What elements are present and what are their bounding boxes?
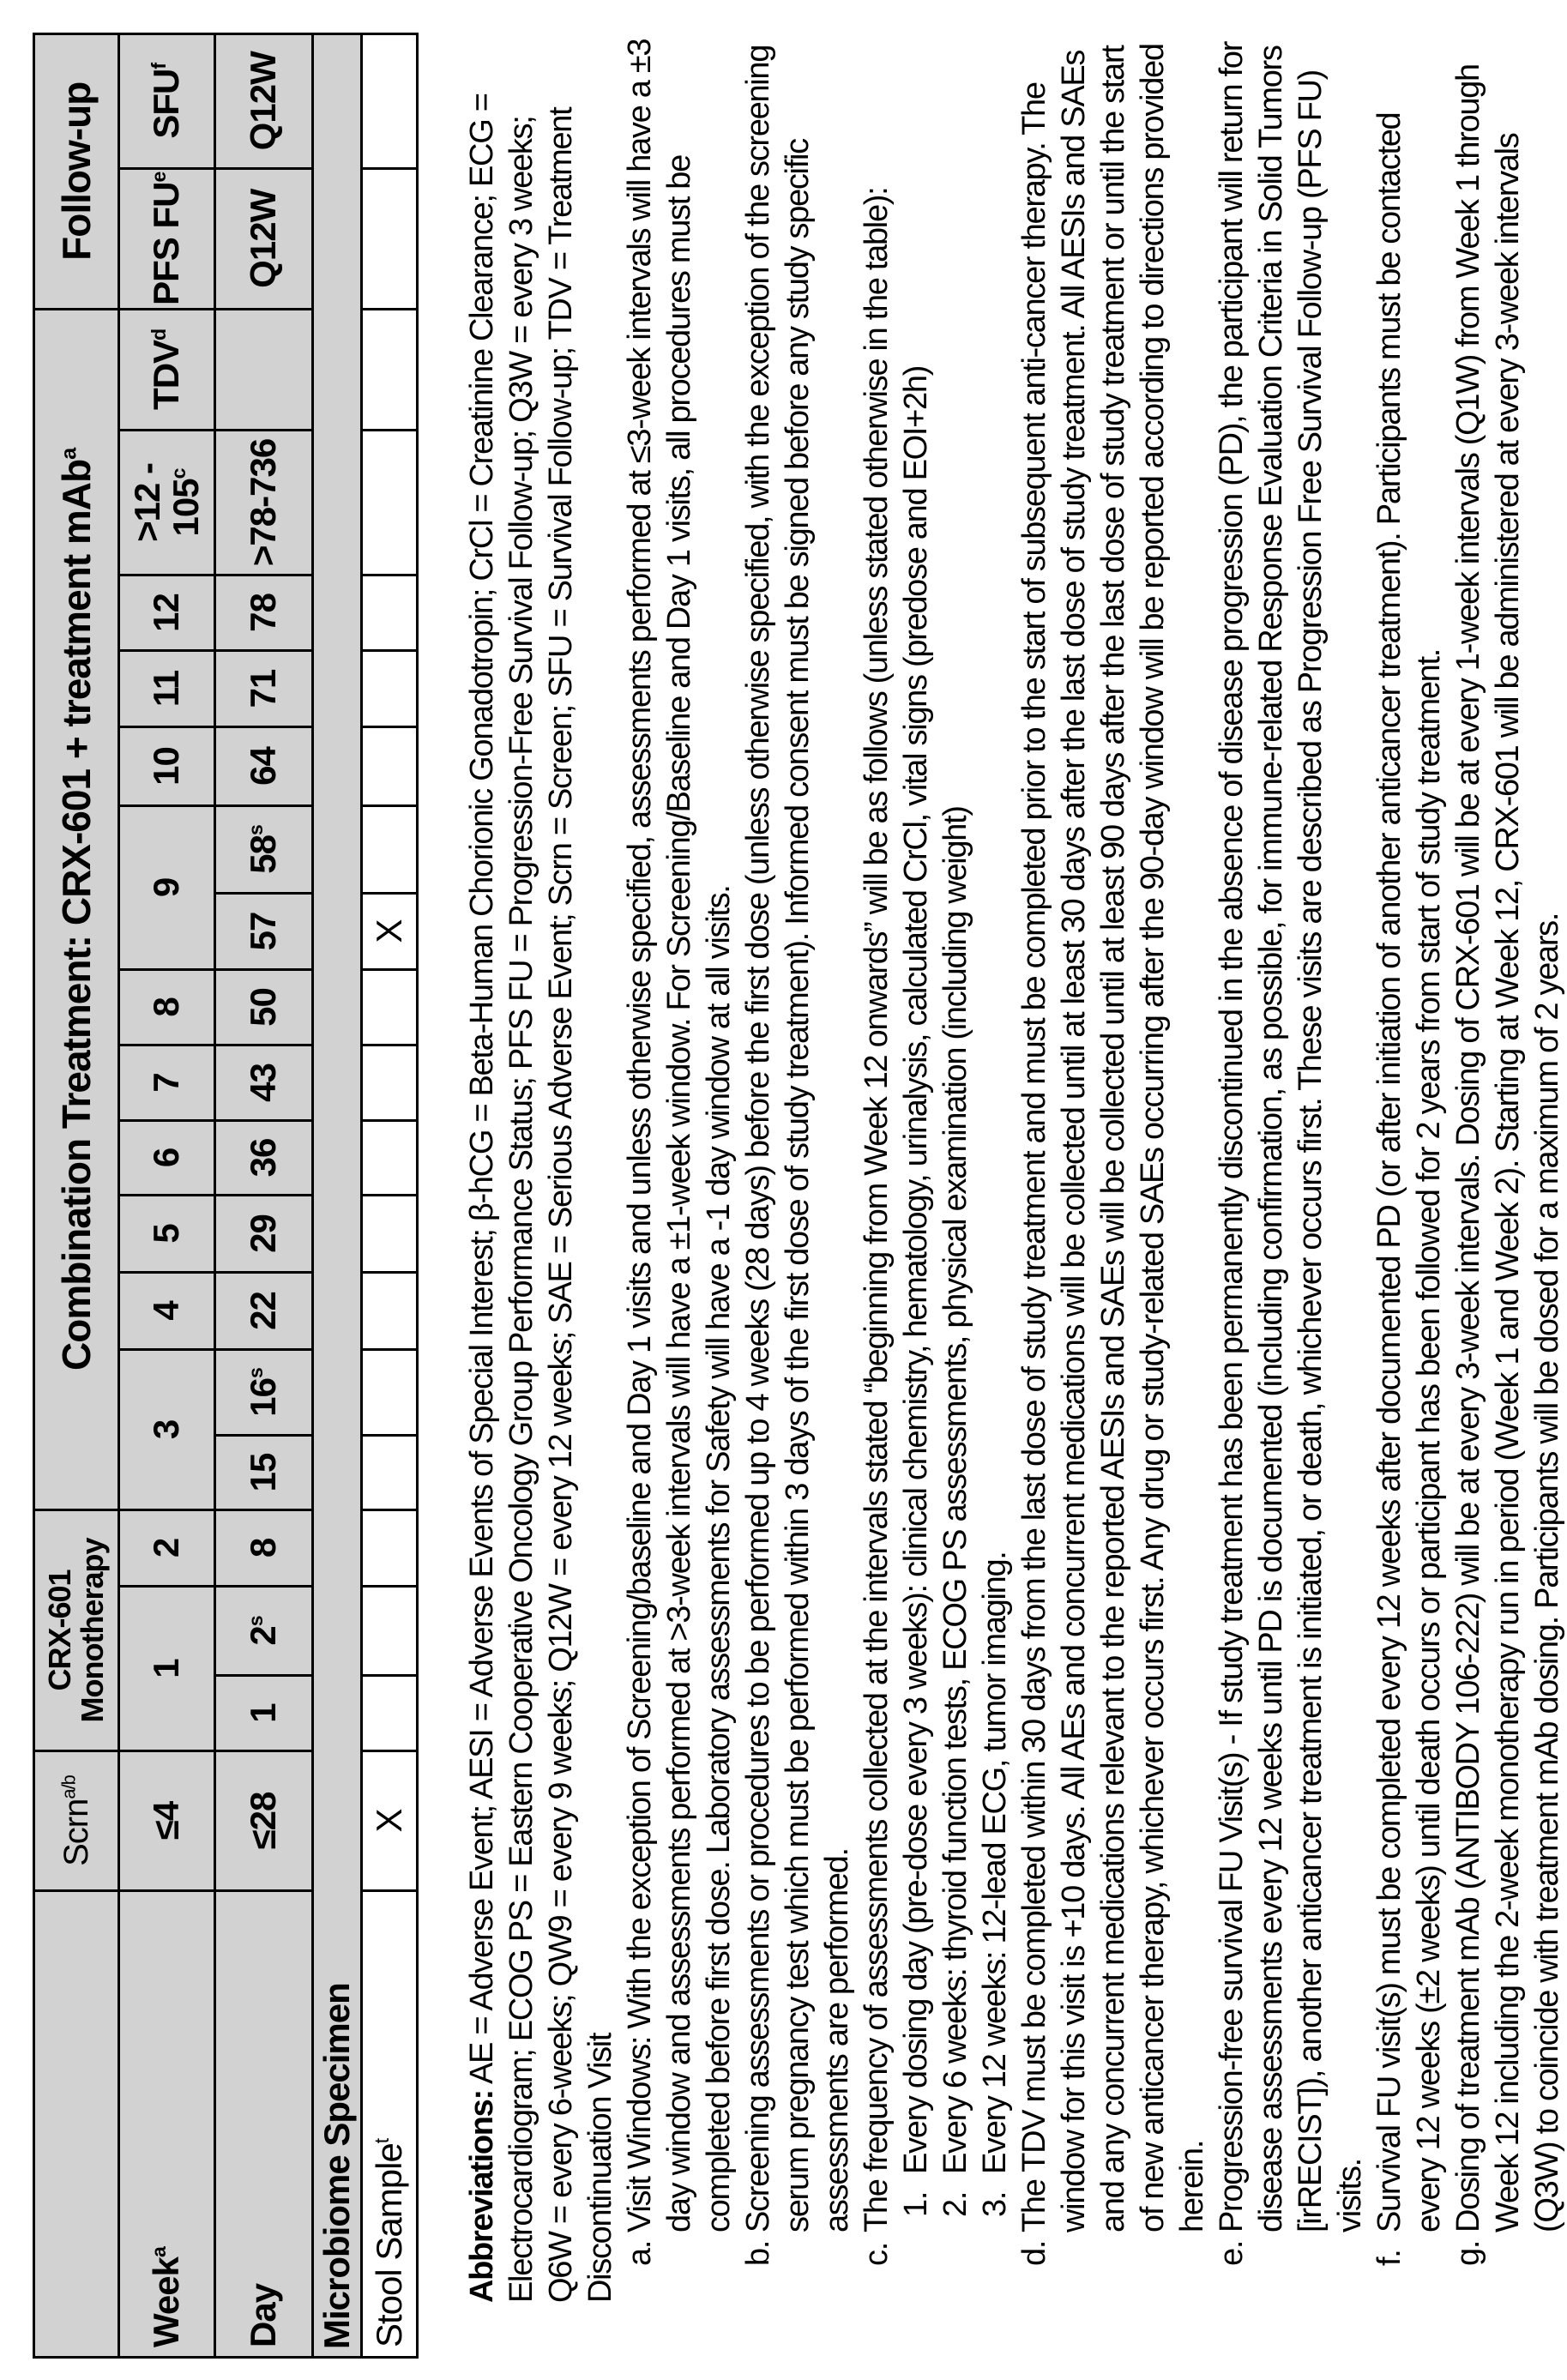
footnote-text: Visit Windows: With the exception of Screening/baseline and Day 1 visits and unless otherwise specified, assessments performed at ≤3-week intervals will have a ±3 day window and assessments performed at >3-week intervals will have a ±1-week window. For Screening/Baseline and Day 1 visits, all procedures must be completed before first dose. Laboratory assessments for Safety will have a -1 day window at all visits.	[622, 39, 737, 2232]
day-value: 1	[243, 1703, 283, 1722]
schedule-of-assessments-table	[33, 33, 419, 2359]
week-value: 5	[146, 1224, 186, 1243]
day-value: ≤28	[243, 1793, 283, 1850]
day-value: 58	[243, 835, 283, 874]
footnote-text: Survival FU visit(s) must be completed every 12 weeks after documented PD (or after initiation of another anticancer treatment). Participants must be contacted every 12 weeks (±2 weeks) until death occurs or participant has been followed for 2 years from start of study treatment.	[1371, 113, 1447, 2232]
footnote-letter: f.	[1370, 2250, 1409, 2266]
week-cell	[119, 1195, 215, 1272]
stool-sample-cell	[362, 1045, 418, 1120]
header-scrn	[34, 1751, 119, 1891]
stool-sample-cell	[362, 1509, 418, 1586]
week-cell	[119, 1272, 215, 1349]
day-cell	[215, 575, 313, 650]
footnote-letter: d.	[1015, 2241, 1054, 2266]
header-row-phases	[34, 33, 119, 2357]
stool-sample-cell: X	[362, 893, 418, 969]
footnote-g	[1449, 39, 1567, 2303]
week-value: SFU	[146, 69, 186, 139]
week-value: TDV	[146, 340, 186, 410]
week-row	[119, 33, 215, 2357]
stool-sample-label	[362, 1891, 418, 2358]
week-value: ≤4	[146, 1802, 186, 1840]
week-footnote: f	[148, 63, 170, 69]
day-footnote: s	[244, 1616, 267, 1626]
day-cell	[215, 893, 313, 969]
header-follow-up: Follow-up	[34, 33, 119, 309]
stool-sample-cell	[362, 650, 418, 726]
microbiome-specimen-heading: Microbiome Specimen	[313, 33, 362, 2357]
week-footnote: e	[148, 172, 170, 183]
day-value: 16	[243, 1378, 283, 1417]
stool-sample-cell	[362, 726, 418, 805]
section-row	[313, 33, 362, 2357]
stool-sample-cell	[362, 1435, 418, 1509]
footnote-letter: a.	[620, 2241, 660, 2266]
footnote-e	[1212, 39, 1370, 2303]
footnote-c-subitem	[936, 39, 975, 2303]
footnote-text: Progression-free survival FU Visit(s) - If study treatment has been permanently discontinued in the absence of disease progression (PD), the participant will return for disease assessments every 12 weeks until PD is documented (including confirmation, as possible, for immune-related Response Evaluation Criteria in Solid Tumors [irRECIST]), another anticancer treatment is initiated, or death, whichever occurs first. These visits are described as Progression Free Survival Follow-up (PFS FU) visits.	[1214, 42, 1368, 2232]
week-value: PFS FU	[146, 183, 186, 305]
week-value: 11	[146, 671, 186, 707]
week-value: >12 - 105	[127, 463, 205, 542]
stool-sample-cell	[362, 430, 418, 575]
header-blank-cell	[34, 1891, 119, 2358]
stool-sample-cell	[362, 575, 418, 650]
footnote-text: The frequency of assessments collected at the intervals stated “beginning from Week 12 onwards” will be as follows (unless stated otherwise in the table):	[859, 188, 895, 2232]
stool-sample-cell	[362, 33, 418, 168]
week-cell	[119, 805, 215, 969]
week-cell	[119, 1587, 215, 1751]
combination-footnote: a	[57, 449, 81, 460]
stool-sample-cell	[362, 1120, 418, 1195]
stool-sample-cell	[362, 168, 418, 309]
day-row	[215, 33, 313, 2357]
footnote-text: The TDV must be completed within 30 days from the last dose of study treatment and must be completed prior to the start of subsequent anti-cancer therapy. The window for this visit is +10 days. All AEs and concurrent medications will be collected until at least 30 days after the last dose of study treatment. All AESIs and SAEs and any concurrent medications relevant to the reported AESIs and SAEs will be collected until at least 90 days after the last dose of study treatment or until the start of new anticancer therapy, whichever occurs first. Any drug or study-related SAEs occurring after the 90-day window will be reported according to directions provided herein.	[1016, 44, 1210, 2232]
week-value: 7	[146, 1073, 186, 1092]
combination-label: Combination Treatment: CRX-601 + treatment mAb	[54, 460, 99, 1371]
stool-sample-cell	[362, 1195, 418, 1272]
stool-sample-cell	[362, 1272, 418, 1349]
stool-footnote: t	[371, 2139, 393, 2143]
day-value: 78	[243, 593, 283, 632]
day-cell	[215, 1676, 313, 1751]
day-cell	[215, 309, 313, 430]
scrn-footnote: a/b	[58, 1775, 80, 1799]
subitem-number: 2.	[936, 2192, 975, 2217]
day-cell	[215, 430, 313, 575]
week-cell	[119, 168, 215, 309]
footnote-c-subitem	[975, 39, 1015, 2303]
week-value: 6	[146, 1148, 186, 1167]
footnote-d	[1015, 39, 1212, 2303]
footnote-letter: e.	[1212, 2241, 1251, 2266]
week-footnote: c	[167, 469, 190, 479]
week-cell	[119, 309, 215, 430]
abbreviations	[462, 39, 620, 2303]
subitem-number: 3.	[975, 2192, 1015, 2217]
day-value: Q12W	[243, 51, 283, 150]
day-label: Day	[215, 1891, 313, 2358]
week-value: 9	[146, 878, 186, 897]
footnote-letter: b.	[738, 2241, 778, 2266]
week-cell	[119, 650, 215, 726]
subitem-number: 1.	[896, 2192, 936, 2217]
week-value: 10	[146, 747, 186, 786]
stool-sample-cell	[362, 1349, 418, 1435]
week-cell	[119, 575, 215, 650]
day-value: 29	[243, 1214, 283, 1253]
week-cell	[119, 726, 215, 805]
footnote-c-subitem	[896, 39, 936, 2303]
week-footnote: d	[148, 329, 170, 340]
week-label	[119, 1891, 215, 2358]
footnote-b	[738, 39, 857, 2303]
subitem-text: Every 12 weeks: 12-lead ECG, tumor imaging.	[977, 1552, 1013, 2174]
week-value: 3	[146, 1420, 186, 1439]
day-cell	[215, 1349, 313, 1435]
footnote-letter: g.	[1449, 2241, 1488, 2266]
week-cell	[119, 1120, 215, 1195]
abbreviations-label: Abbreviations:	[464, 2090, 500, 2303]
footnote-a	[620, 39, 738, 2303]
day-cell	[215, 1045, 313, 1120]
day-cell	[215, 726, 313, 805]
day-value: Q12W	[243, 190, 283, 288]
day-footnote: s	[244, 825, 267, 835]
day-value: 36	[243, 1139, 283, 1178]
day-cell	[215, 805, 313, 893]
day-cell	[215, 650, 313, 726]
day-value: 43	[243, 1063, 283, 1102]
week-cell	[119, 33, 215, 168]
week-value: 12	[146, 593, 186, 632]
rotated-page	[0, 0, 1520, 2380]
footnotes	[462, 39, 1567, 2303]
day-value: 57	[243, 913, 283, 951]
week-value: 2	[146, 1539, 186, 1558]
header-combination	[34, 309, 119, 1509]
footnote-c	[857, 39, 896, 2303]
stool-label-text: Stool Sample	[369, 2143, 409, 2347]
week-cell	[119, 1349, 215, 1509]
subitem-text: Every dosing day (pre-dose every 3 weeks): clinical chemistry, hematology, urinalysis, calculated CrCl, vital signs (predose and EOI+2h)	[898, 366, 934, 2174]
day-value: 71	[243, 670, 283, 708]
week-value: 4	[146, 1301, 186, 1320]
week-value: 1	[146, 1659, 186, 1678]
stool-sample-cell	[362, 969, 418, 1045]
day-cell	[215, 1272, 313, 1349]
footnote-f	[1370, 39, 1449, 2303]
day-cell	[215, 1509, 313, 1586]
stool-sample-cell	[362, 1587, 418, 1676]
day-value: 22	[243, 1292, 283, 1330]
week-value: 8	[146, 997, 186, 1016]
day-cell	[215, 33, 313, 168]
day-cell	[215, 1751, 313, 1891]
abbreviations-text: AE = Adverse Event; AESI = Adverse Events of Special Interest; β-hCG = Beta-Human Chorionic Gonadotropin; CrCl = Creatinine Clearance; ECG = Electrocardiogram; ECOG PS = Eastern Cooperative Oncology Group Performance Status; PFS FU = Progression-Free Survival Follow-up; Q3W = every 3 weeks; Q6W = every 6-weeks; QW9 = every 9 weeks; Q12W = every 12 weeks; SAE = Serious Adverse Event; Scrn = Screen; SFU = Survival Follow-up; TDV = Treatment Discontinuation Visit	[464, 93, 618, 2303]
day-cell	[215, 969, 313, 1045]
day-value: 2	[243, 1626, 283, 1645]
day-value: 50	[243, 988, 283, 1027]
day-value: 8	[243, 1539, 283, 1558]
week-cell	[119, 1509, 215, 1586]
footnote-text: Dosing of treatment mAb (ANTIBODY 106-222) will be at every 3-week intervals. Dosing of CRX-601 will be at every 1-week intervals (Q1W) from Week 1 through Week 12 including the 2-week monotherapy run in period (Week 1 and Week 2). Starting at Week 12, CRX-601 will be administered at every 3-week intervals (Q3W) to coincide with treatment mAb dosing. Participants will be dosed for a maximum of 2 years.	[1450, 64, 1565, 2232]
week-footnote: a	[148, 2247, 170, 2257]
day-footnote: s	[244, 1368, 267, 1378]
day-value: 15	[243, 1454, 283, 1492]
day-cell	[215, 1120, 313, 1195]
day-cell	[215, 1435, 313, 1509]
week-cell	[119, 430, 215, 575]
scrn-label: Scrn	[57, 1799, 95, 1866]
day-cell	[215, 1195, 313, 1272]
footnote-text: Screening assessments or procedures to be performed up to 4 weeks (28 days) before the first dose (unless otherwise specified, with the exception of the screening serum pregnancy test which must be performed within 3 days of the first dose of study treatment). Informed consent must be signed before any study specific assessments are performed.	[740, 45, 855, 2232]
day-cell	[215, 1587, 313, 1676]
stool-sample-cell	[362, 805, 418, 893]
stool-sample-cell: X	[362, 1751, 418, 1891]
day-value: >78-736	[243, 439, 283, 566]
day-value: 64	[243, 747, 283, 786]
day-cell	[215, 168, 313, 309]
stool-sample-row	[362, 33, 418, 2357]
subitem-text: Every 6 weeks: thyroid function tests, ECOG PS assessments, physical examination (including weight)	[937, 806, 973, 2174]
week-label-text: Week	[146, 2257, 186, 2347]
stool-sample-cell	[362, 309, 418, 430]
week-cell	[119, 1751, 215, 1891]
stool-sample-cell	[362, 1676, 418, 1751]
week-cell	[119, 969, 215, 1045]
header-monotherapy: CRX-601 Monotherapy	[34, 1509, 119, 1750]
footnote-letter: c.	[857, 2243, 896, 2266]
week-cell	[119, 1045, 215, 1120]
